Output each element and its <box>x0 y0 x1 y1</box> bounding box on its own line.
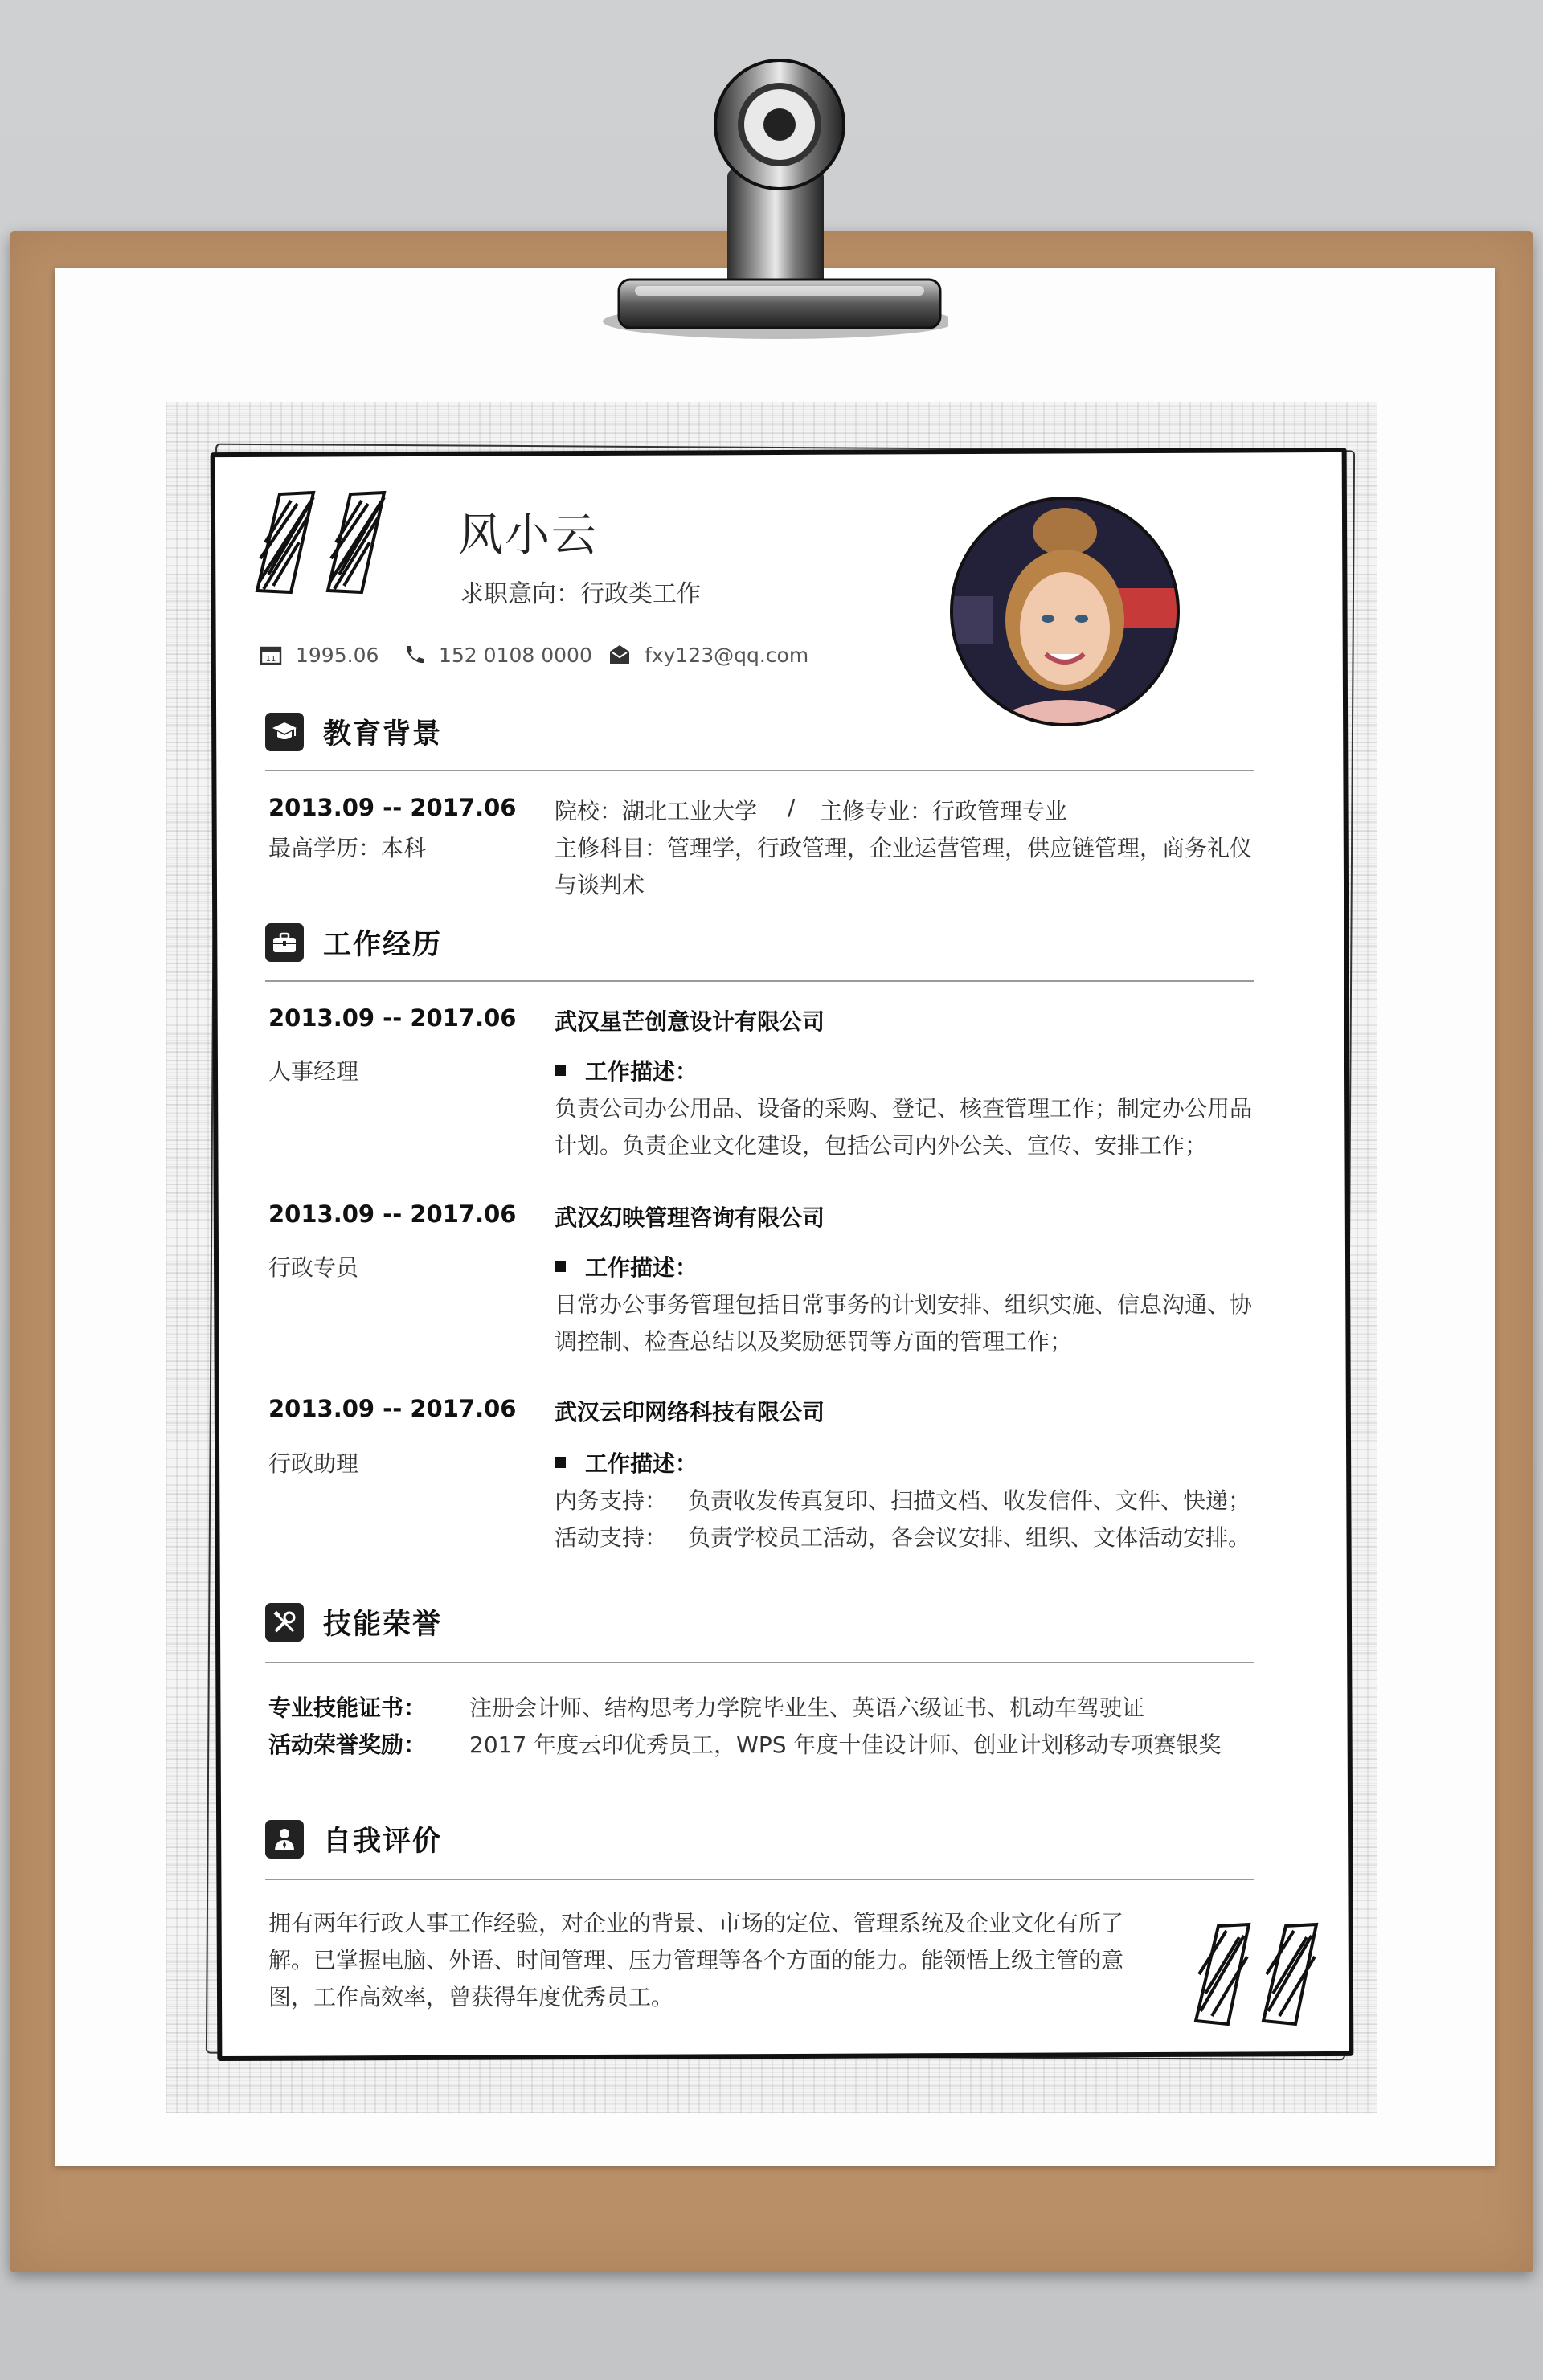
education-school: 院校：湖北工业大学 <box>555 798 758 824</box>
job-role: 人事经理 <box>268 1058 359 1085</box>
bullet-icon <box>555 1261 566 1272</box>
contact-email <box>608 643 808 667</box>
bullet-icon <box>555 1457 566 1468</box>
section-self-title: 自我评价 <box>323 1826 443 1858</box>
section-skills-header <box>265 1602 442 1642</box>
candidate-name: 风小云 <box>458 509 598 562</box>
bullet-icon <box>555 1065 566 1076</box>
binder-clip-icon <box>579 48 948 354</box>
avatar <box>950 497 1180 726</box>
tools-icon <box>265 1603 304 1642</box>
education-separator: / <box>788 794 796 820</box>
phone-icon <box>402 643 426 667</box>
job-desc-label: 工作描述： <box>555 1250 698 1282</box>
email-address: fxy123@qq.com <box>645 643 809 667</box>
job-desc-line1: 负责公司办公用品、设备的采购、登记、核查管理工作；制定办公用品 <box>555 1095 1253 1122</box>
section-divider <box>265 1879 1254 1880</box>
envelope-icon <box>608 643 632 667</box>
section-education-title: 教育背景 <box>323 718 443 750</box>
education-degree: 最高学历：本科 <box>268 835 427 861</box>
person-icon <box>265 1820 304 1859</box>
section-self-header <box>265 1819 442 1859</box>
education-date: 2013.09 -- 2017.06 <box>268 794 517 821</box>
job-date: 2013.09 -- 2017.06 <box>268 1395 517 1422</box>
svg-text:11: 11 <box>265 655 276 664</box>
calendar-icon <box>259 643 283 667</box>
section-skills-title: 技能荣誉 <box>323 1609 443 1641</box>
self-line3: 图，工作高效率，曾获得年度优秀员工。 <box>268 1984 674 2010</box>
job-desc-label: 工作描述： <box>555 1446 698 1478</box>
job-company: 武汉云印网络科技有限公司 <box>555 1399 825 1425</box>
job-company: 武汉幻映管理咨询有限公司 <box>555 1204 825 1231</box>
self-line1: 拥有两年行政人事工作经验，对企业的背景、市场的定位、管理系统及企业文化有所了 <box>268 1910 1124 1936</box>
section-education-header <box>265 712 442 752</box>
job-role: 行政助理 <box>268 1450 359 1477</box>
section-divider <box>265 770 1254 771</box>
job-date: 2013.09 -- 2017.06 <box>268 1004 517 1032</box>
briefcase-icon <box>265 923 304 962</box>
phone-number: 152 0108 0000 <box>439 643 592 667</box>
contact-birth <box>259 643 379 667</box>
job-desc-line1: 负责收发传真复印、扫描文档、收发信件、文件、快递； <box>688 1487 1251 1514</box>
contact-phone <box>402 643 592 667</box>
self-line2: 解。已掌握电脑、外语、时间管理、压力管理等各个方面的能力。能领悟上级主管的意 <box>268 1947 1124 1973</box>
job-company: 武汉星芒创意设计有限公司 <box>555 1008 825 1035</box>
job-desc-line2: 调控制、检查总结以及奖励惩罚等方面的管理工作； <box>555 1328 1073 1355</box>
job-desc-line1-label: 内务支持： <box>555 1487 668 1514</box>
skills-cert-value: 注册会计师、结构思考力学院毕业生、英语六级证书、机动车驾驶证 <box>469 1695 1145 1721</box>
job-desc-line2: 负责学校员工活动，各会议安排、组织、文体活动安排。 <box>688 1524 1251 1551</box>
section-work-header <box>265 922 442 963</box>
job-desc-line2-label: 活动支持： <box>555 1524 668 1551</box>
education-courses-line2: 与谈判术 <box>555 872 645 898</box>
birth-date: 1995.06 <box>296 643 379 667</box>
quote-mark-icon <box>1181 1916 1326 2029</box>
job-role: 行政专员 <box>268 1254 359 1281</box>
graduation-cap-icon <box>265 713 304 751</box>
skills-award-value: 2017 年度云印优秀员工，WPS 年度十佳设计师、创业计划移动专项赛银奖 <box>469 1732 1222 1758</box>
education-major: 主修专业：行政管理专业 <box>820 798 1068 824</box>
quote-mark-icon <box>241 486 394 599</box>
education-courses-line1: 主修科目：管理学，行政管理，企业运营管理，供应链管理，商务礼仪 <box>555 835 1253 861</box>
portrait-illustration <box>953 500 1177 723</box>
job-date: 2013.09 -- 2017.06 <box>268 1200 517 1228</box>
section-work-title: 工作经历 <box>323 929 443 961</box>
job-objective: 求职意向：行政类工作 <box>460 580 701 608</box>
section-divider <box>265 1662 1254 1663</box>
job-desc-line2: 计划。负责企业文化建设，包括公司内外公关、宣传、安排工作； <box>555 1132 1208 1159</box>
skills-cert-label: 专业技能证书： <box>268 1695 427 1721</box>
section-divider <box>265 980 1254 982</box>
skills-award-label: 活动荣誉奖励： <box>268 1732 427 1758</box>
job-desc-line1: 日常办公事务管理包括日常事务的计划安排、组织实施、信息沟通、协 <box>555 1291 1253 1318</box>
job-desc-label: 工作描述： <box>555 1054 698 1086</box>
